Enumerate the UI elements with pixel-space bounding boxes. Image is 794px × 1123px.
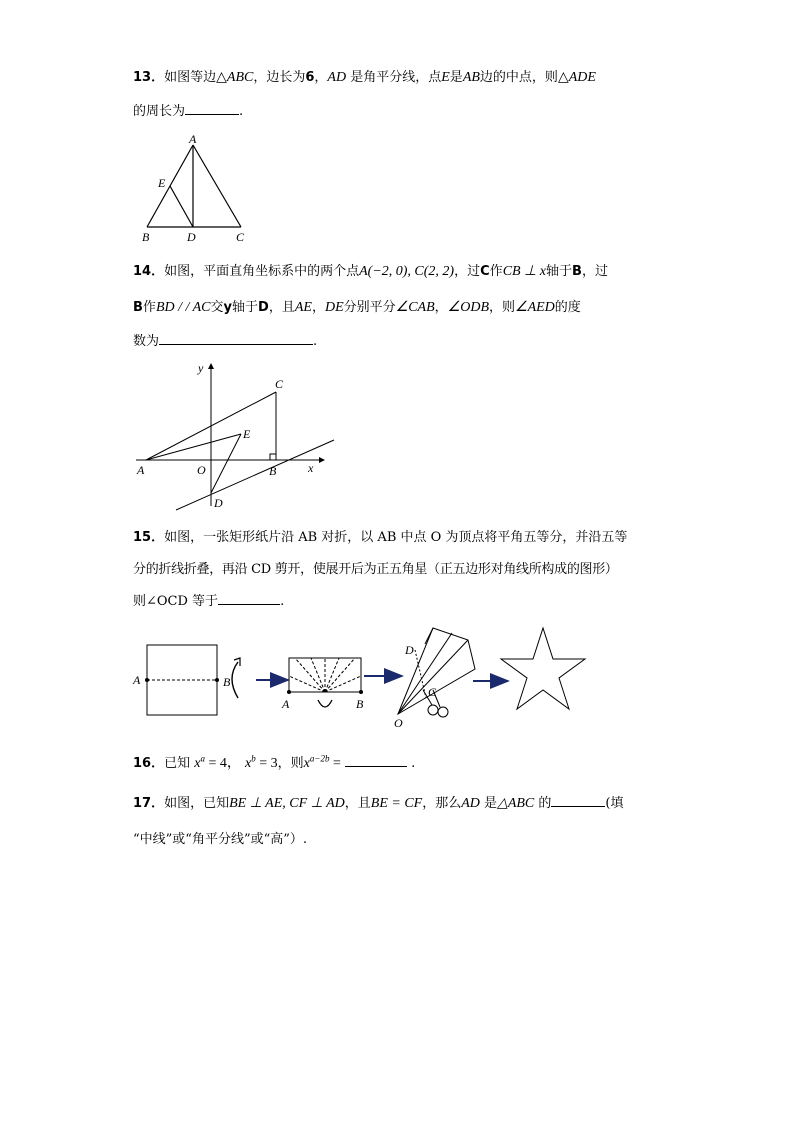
label-o: O (394, 716, 403, 730)
q14-line3 (133, 330, 317, 349)
math: D (258, 300, 269, 315)
question-number: 14． (133, 264, 165, 279)
label-e: E (158, 176, 166, 190)
math: AD (327, 70, 347, 85)
text: (填 (605, 796, 624, 811)
q15-line1 (133, 526, 627, 545)
text: 已知 (164, 756, 191, 771)
point-b (215, 678, 219, 682)
math: y (223, 300, 233, 315)
label-b: B (269, 464, 277, 478)
q13-line1 (133, 66, 596, 86)
label-b: B (223, 675, 231, 689)
math: BD / / AC (155, 300, 211, 315)
text: 分的折线折叠，再沿 CD 剪开，使展开后为正五角星（正五边形对角线所构成的图形） (133, 562, 618, 577)
text: 则∠OCD 等于 (133, 594, 219, 609)
text: ，则 (277, 756, 304, 771)
text: 的 (534, 796, 552, 811)
text: ， (434, 300, 448, 315)
text: 数为 (133, 334, 160, 349)
answer-blank[interactable] (159, 332, 313, 345)
label-c: C (236, 230, 245, 244)
label-y: y (198, 361, 204, 375)
edge-ed (170, 186, 193, 227)
text: ， (311, 300, 325, 315)
text: 轴于 (232, 300, 259, 315)
text: 如图等边 (164, 70, 217, 85)
star-icon (501, 628, 585, 709)
label-x: x (308, 461, 314, 475)
math: x (245, 756, 252, 771)
scissors-handle-2 (438, 707, 448, 717)
segment-ed (211, 434, 241, 493)
label-a: A (133, 673, 141, 687)
q17-line2 (133, 828, 307, 847)
label-c: C (275, 377, 284, 391)
text: . (411, 756, 416, 771)
math: ∠CAB (395, 300, 435, 315)
math: AB (462, 70, 480, 85)
text: 作 (489, 264, 503, 279)
question-number: 17． (133, 796, 165, 811)
answer-blank[interactable] (345, 754, 407, 767)
math-exponent: b (251, 753, 256, 764)
label-d: D (214, 496, 223, 510)
q14-figure (128, 360, 338, 512)
q16-line (133, 752, 415, 772)
label-b2: B (356, 697, 364, 711)
math: AD (461, 796, 480, 811)
question-number: 13． (133, 70, 165, 85)
q13-line2 (133, 100, 243, 119)
math: CB ⊥ x (502, 264, 546, 279)
answer-blank[interactable] (218, 592, 280, 605)
label-c: C (428, 685, 437, 699)
math: C (480, 264, 490, 279)
label-d: D (405, 643, 414, 657)
math: B (133, 300, 143, 315)
math: AE (294, 300, 312, 315)
question-number: 16． (133, 756, 165, 771)
edge-ac (193, 145, 241, 227)
q14-line2 (133, 296, 581, 316)
math: x (303, 756, 310, 771)
math: = 3 (255, 756, 278, 771)
label-o: O (197, 463, 206, 477)
math: ∠AED (515, 300, 555, 315)
rotate-arrow-icon (318, 700, 332, 707)
q15-line3 (133, 590, 284, 609)
q15-figure (130, 618, 600, 734)
math: = 4， (204, 756, 241, 771)
answer-blank[interactable] (551, 794, 605, 807)
text: ，且 (344, 796, 371, 811)
text: 是角平分线，点 (346, 70, 442, 85)
text: 轴于 (546, 264, 573, 279)
text: 的度 (554, 300, 581, 315)
math: BE ⊥ AE, CF ⊥ AD (229, 796, 345, 811)
q17-line1 (133, 792, 624, 812)
text: ，边长为 (253, 70, 306, 85)
text: 分别平分 (343, 300, 396, 315)
text: 的周长为 (133, 104, 186, 119)
math: △ABC (497, 796, 535, 811)
text: ，则 (489, 300, 516, 315)
point-a (145, 678, 149, 682)
text: “中线”或“角平分线”或“高”）. (133, 832, 308, 847)
math: ∠ODB (447, 300, 489, 315)
label-a2: A (282, 697, 290, 711)
triangle-symbol: △ (216, 70, 227, 85)
q14-line1 (133, 260, 608, 280)
segment-ae (146, 434, 241, 460)
text: 边的中点，则 (479, 70, 558, 85)
text: ，且 (268, 300, 295, 315)
text: ，过 (581, 264, 608, 279)
text: . (280, 594, 285, 609)
text: 如图，已知 (164, 796, 230, 811)
math-exponent: a−2b (309, 753, 330, 764)
text: . (313, 334, 318, 349)
math: B (572, 264, 582, 279)
label-b: B (142, 230, 150, 244)
math: A(−2, 0), C(2, 2) (359, 264, 455, 279)
text: 如图，平面直角坐标系中的两个点 (164, 264, 360, 279)
math: = (329, 756, 341, 771)
text: 是 (449, 70, 463, 85)
q13-figure (140, 132, 250, 244)
text: 交 (210, 300, 224, 315)
math: DE (324, 300, 344, 315)
math-exponent: a (200, 753, 205, 764)
triangle-symbol: △ (557, 70, 569, 85)
text: 是 (479, 796, 498, 811)
fold-arrow-icon (232, 662, 238, 698)
text: . (239, 104, 244, 119)
text: 如图，一张矩形纸片沿 AB 对折，以 AB 中点 O 为顶点将平角五等分，并沿五等 (164, 530, 628, 545)
answer-blank[interactable] (185, 102, 239, 115)
label-a: A (137, 463, 145, 477)
q15-line2 (133, 558, 618, 577)
right-angle-mark (270, 454, 276, 460)
math: x (194, 756, 201, 771)
math: ABC (226, 70, 254, 85)
question-number: 15． (133, 530, 165, 545)
text: 作 (142, 300, 156, 315)
math: BE = CF (370, 796, 423, 811)
text: ， (314, 70, 328, 85)
value: 6 (305, 70, 315, 85)
text: ，过 (454, 264, 481, 279)
math: E (441, 70, 450, 85)
label-e: E (243, 427, 251, 441)
label-a: A (189, 132, 197, 146)
math: ADE (568, 70, 596, 85)
fold-arrow-head (234, 658, 240, 666)
label-d: D (187, 230, 196, 244)
text: ，那么 (422, 796, 462, 811)
scissors-handle-1 (428, 705, 438, 715)
